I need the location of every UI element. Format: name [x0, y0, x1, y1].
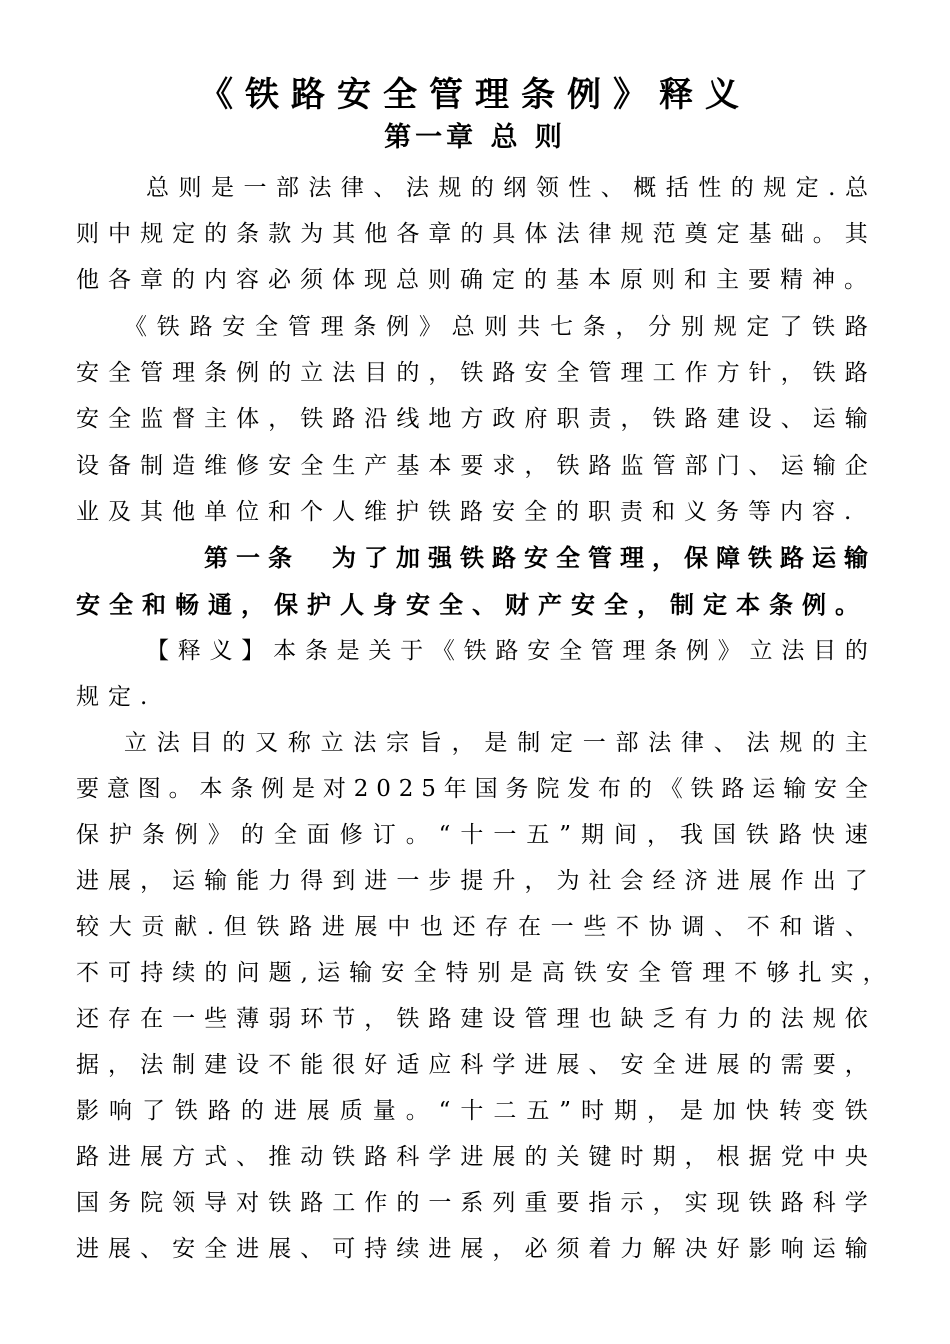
paragraph-line: 据 ， 法 制 建 设 不 能 很 好 适 应 科 学 进 展 、 安 全 进 展 的 需 要 ，: [76, 1052, 868, 1078]
article-one-line: 安全和畅通，保护人身安全、财产安全，制定本条例。: [76, 591, 868, 619]
paragraph-line: 总 则 是 一 部 法 律 、 法 规 的 纲 领 性 、 概 括 性 的 规 定 . 总: [146, 175, 868, 201]
paragraph-line: 业及其他单位和个人维护铁路安全的职责和义务等内容.: [76, 499, 861, 525]
interpretation-line: 【 释 义 】 本 条 是 关 于 《 铁 路 安 全 管 理 条 例 》 立 法 目 的: [146, 638, 868, 664]
paragraph-line: 要 意 图 。 本 条 例 是 对 2 0 2 5 年 国 务 院 发 布 的 《 铁 路 运 输 安 全: [76, 776, 868, 802]
paragraph-line: 影 响 了 铁 路 的 进 展 质 量 。 “ 十 二 五 ” 时 期 ， 是 加 快 转 变 铁: [76, 1098, 868, 1124]
document-title: 《铁路安全管理条例》释义: [199, 75, 751, 115]
paragraph-line: 设 备 制 造 维 修 安 全 生 产 基 本 要 求 ， 铁 路 监 管 部 门 、 运 输 企: [76, 453, 868, 479]
chapter-heading: 第一章 总 则: [384, 122, 566, 153]
paragraph-line: 较 大 贡 献 . 但 铁 路 进 展 中 也 还 存 在 一 些 不 协 调 、 不 和 谐 、: [76, 914, 868, 940]
paragraph-line: 立 法 目 的 又 称 立 法 宗 旨 ， 是 制 定 一 部 法 律 、 法 规 的 主: [124, 730, 868, 756]
article-one-line: 第 一 条 为 了 加 强 铁 路 安 全 管 理 ， 保 障 铁 路 运 输: [204, 544, 868, 572]
paragraph-line: 进 展 、 安 全 进 展 、 可 持 续 进 展 ， 必 须 着 力 解 决 好 影 响 运 输: [76, 1236, 868, 1262]
paragraph-line: 安 全 管 理 条 例 的 立 法 目 的 ， 铁 路 安 全 管 理 工 作 方 针 ， 铁 路: [76, 360, 868, 386]
paragraph-line: 保 护 条 例 》 的 全 面 修 订 。 “ 十 一 五 ” 期 间 ， 我 国 铁 路 快 速: [76, 822, 868, 848]
paragraph-line: 进 展 ， 运 输 能 力 得 到 进 一 步 提 升 ， 为 社 会 经 济 进 展 作 出 了: [76, 868, 868, 894]
paragraph-line: 他各章的内容必须体现总则确定的基本原则和主要精神。: [76, 267, 876, 293]
paragraph-line: 路 进 展 方 式 、 推 动 铁 路 科 学 进 展 的 关 键 时 期 ， 根 据 党 中 央: [76, 1144, 868, 1170]
paragraph-line: 安 全 监 督 主 体 ， 铁 路 沿 线 地 方 政 府 职 责 ， 铁 路 建 设 、 运 输: [76, 406, 868, 432]
paragraph-line: 《 铁 路 安 全 管 理 条 例 》 总 则 共 七 条 ， 分 别 规 定 了 铁 路: [124, 314, 868, 340]
paragraph-line: 国 务 院 领 导 对 铁 路 工 作 的 一 系 列 重 要 指 示 ， 实 现 铁 路 科 学: [76, 1190, 868, 1216]
paragraph-line: 还 存 在 一 些 薄 弱 环 节 ， 铁 路 建 设 管 理 也 缺 乏 有 力 的 法 规 依: [76, 1006, 868, 1032]
paragraph-line: 不 可 持 续 的 问 题 , 运 输 安 全 特 别 是 高 铁 安 全 管 理 不 够 扎 实 ，: [76, 960, 886, 986]
interpretation-line: 规定.: [76, 684, 157, 710]
paragraph-line: 则 中 规 定 的 条 款 为 其 他 各 章 的 具 体 法 律 规 范 奠 定 基 础 。 其: [76, 221, 868, 247]
